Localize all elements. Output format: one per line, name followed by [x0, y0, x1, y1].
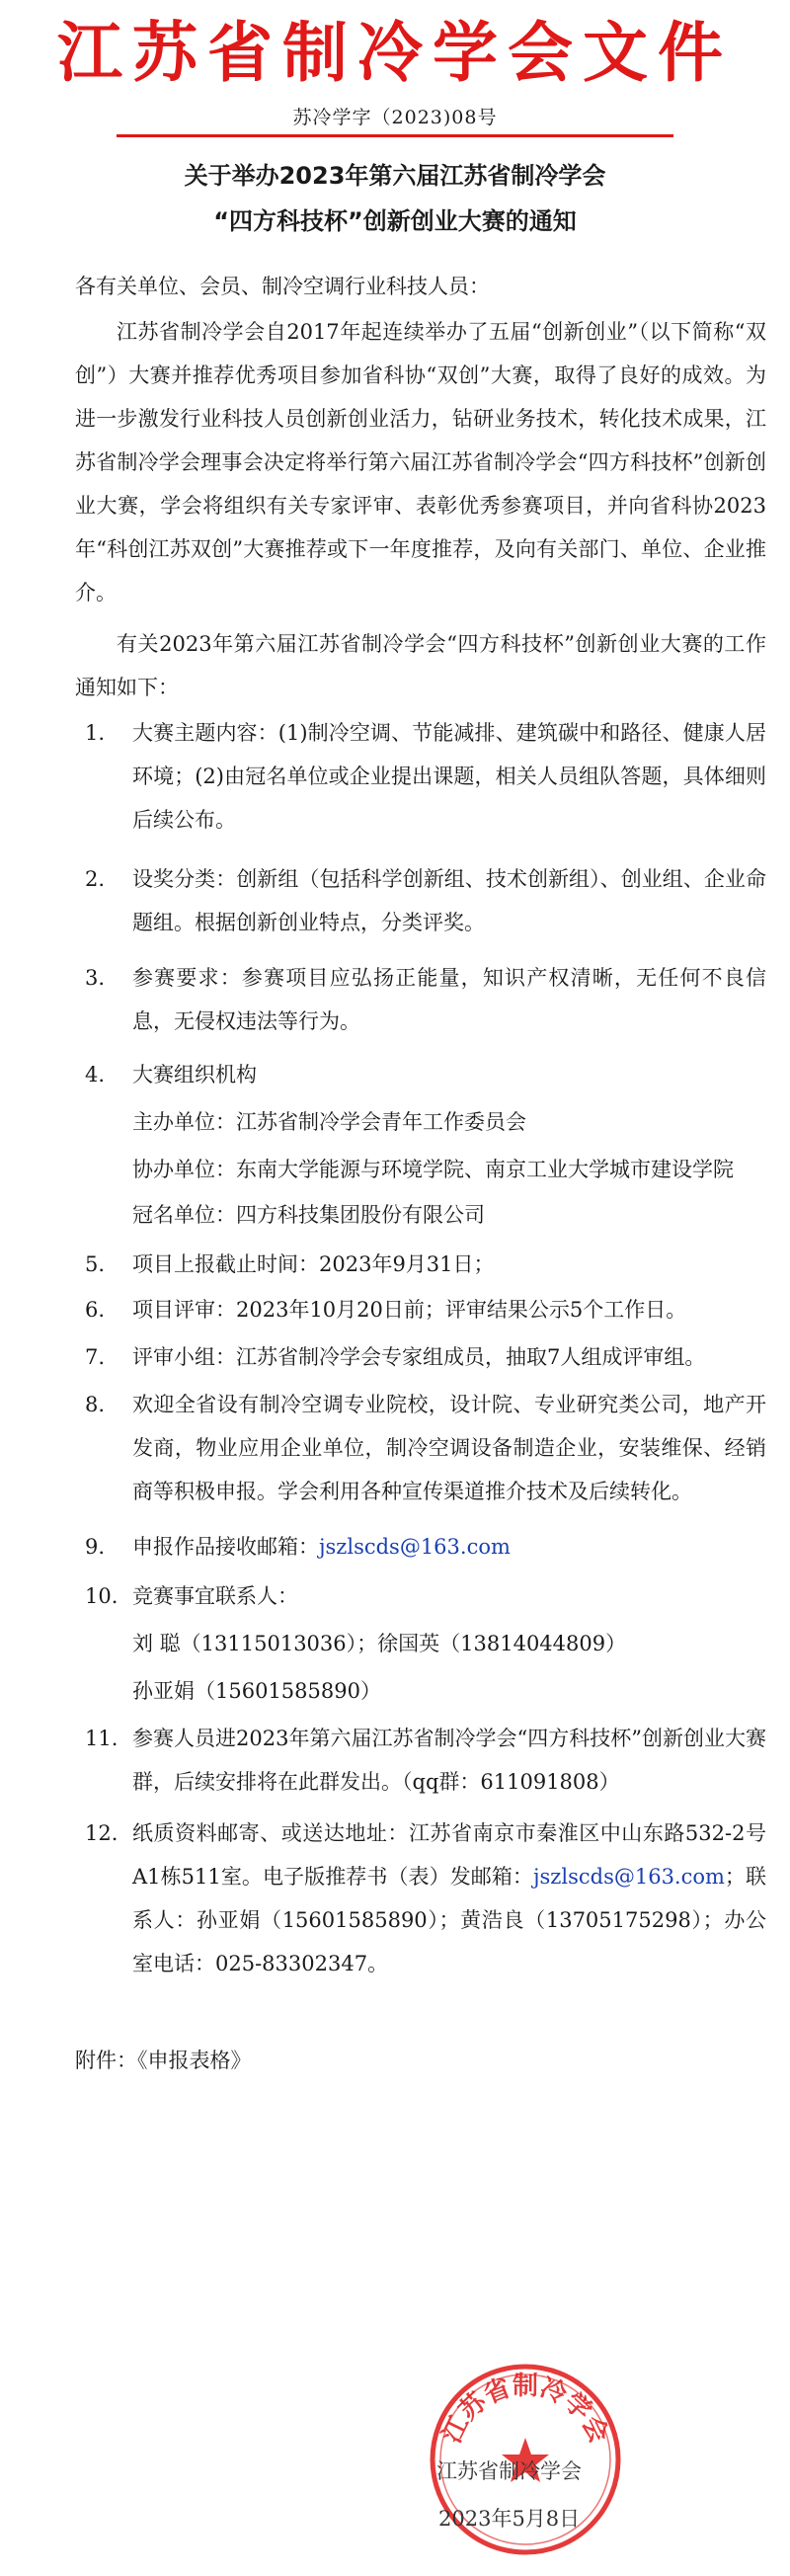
red-divider — [117, 134, 673, 137]
item-text: 欢迎全省设有制冷空调专业院校，设计院、专业研究类公司，地产开发商，物业应用企业单位，制冷空调设备制造企业，安装维保、经销商等积极申报。学会利用各种宣传渠道推介技术及后续转化。 — [132, 1393, 766, 1503]
item-number: 11. — [85, 1727, 118, 1750]
list-item — [85, 1053, 766, 1096]
list-item — [85, 1288, 766, 1331]
intro-paragraph: 江苏省制冷学会自2017年起连续举办了五届“创新创业”（以下简称“双创”）大赛并推荐优秀项目参加省科协“双创”大赛，取得了良好的成效。为进一步激发行业科技人员创新创业活力，钻研业务技术，转化技术成果，江苏省制冷学会理事会决定将举行第六届江苏省制冷学会“四方科技杯”创新创业大赛，学会将组织有关专家评审、表彰优秀参赛项目，并向省科协2023年“科创江苏双创”大赛推荐或下一年度推荐，及向有关部门、单位、企业推介。 — [75, 320, 766, 604]
item-number: 1. — [85, 721, 106, 745]
item-number: 4. — [85, 1063, 106, 1087]
list-item — [85, 857, 766, 944]
notice-title-line1: 关于举办2023年第六届江苏省制冷学会 — [184, 162, 606, 190]
list-item — [85, 1525, 766, 1569]
list-item — [85, 956, 766, 1043]
item-number: 5. — [85, 1252, 106, 1276]
item-text: 评审小组：江苏省制冷学会专家组成员，抽取7人组成评审组。 — [132, 1345, 706, 1369]
item-number: 7. — [85, 1345, 106, 1369]
item-text: 纸质资料邮寄、或送达地址：江苏省南京市秦淮区中山东路532-2号A1栋511室。电子版推荐书（表）发邮箱： — [132, 1821, 766, 1889]
item-text: 参赛人员进2023年第六届江苏省制冷学会“四方科技杯”创新创业大赛群，后续安排将在此群发出。（qq群：611091808） — [132, 1727, 766, 1794]
host-organization: 主办单位：江苏省制冷学会青年工作委员会 — [132, 1110, 526, 1134]
list-item — [85, 1243, 766, 1286]
signature-date: 2023年5月8日 — [438, 2507, 581, 2531]
item-number: 3. — [85, 966, 106, 990]
item-text: 设奖分类：创新组（包括科学创新组、技术创新组）、创业组、企业命题组。根据创新创业特点，分类评奖。 — [132, 867, 766, 934]
item-text: 大赛主题内容：(1)制冷空调、节能减排、建筑碳中和路径、健康人居环境；(2)由冠名单位或企业提出课题，相关人员组队答题，具体细则后续公布。 — [132, 721, 766, 832]
electronic-email-link[interactable]: jszlscds@163.com — [533, 1865, 725, 1889]
item-number: 8. — [85, 1393, 106, 1416]
item-text: 申报作品接收邮箱： — [132, 1535, 319, 1559]
item-text-contacts: ；联系人：孙亚娟（15601585890）；黄浩良（13705175298）；办公室电话：025-83302347。 — [132, 1865, 766, 1975]
submission-email-link[interactable]: jszlscds@163.com — [319, 1535, 511, 1559]
list-item — [85, 1717, 766, 1804]
list-item — [85, 1574, 766, 1618]
notice-title-line2: “四方科技杯”创新创业大赛的通知 — [213, 207, 577, 235]
seal-lettering: 江苏省制冷学会 — [436, 2372, 614, 2449]
org-header-title: 江苏省制冷学会文件 — [57, 15, 733, 91]
salutation: 各有关单位、会员、制冷空调行业科技人员： — [75, 275, 490, 298]
contact-line-2: 孙亚娟（15601585890） — [132, 1679, 381, 1703]
contact-line-1: 刘 聪（13115013036）；徐国英（13814044809） — [132, 1632, 627, 1655]
item-number: 2. — [85, 867, 106, 891]
item-text: 参赛要求：参赛项目应弘扬正能量，知识产权清晰，无任何不良信息，无侵权违法等行为。 — [132, 966, 766, 1033]
item-text: 项目上报截止时间：2023年9月31日； — [132, 1252, 495, 1276]
item-number: 6. — [85, 1298, 106, 1322]
signature-org: 江苏省制冷学会 — [436, 2459, 582, 2483]
list-item — [85, 711, 766, 842]
list-item — [85, 1335, 766, 1379]
item-text: 大赛组织机构 — [132, 1063, 257, 1087]
item-text: 竞赛事宜联系人： — [132, 1584, 298, 1608]
item-number: 12. — [85, 1821, 118, 1845]
list-item — [85, 1811, 766, 1985]
notice-lead-paragraph: 有关2023年第六届江苏省制冷学会“四方科技杯”创新创业大赛的工作通知如下： — [75, 632, 766, 699]
attachment-note: 附件：《申报表格》 — [75, 2049, 252, 2072]
svg-text:江苏省制冷学会 — [437, 2372, 614, 2448]
item-number: 9. — [85, 1535, 106, 1559]
item-number: 10. — [85, 1584, 118, 1608]
title-sponsor: 冠名单位：四方科技集团股份有限公司 — [132, 1203, 485, 1227]
list-item — [85, 1383, 766, 1513]
item-text: 项目评审：2023年10月20日前；评审结果公示5个工作日。 — [132, 1298, 687, 1322]
document-number: 苏冷学字（2023)08号 — [292, 107, 498, 128]
co-organizer: 协办单位：东南大学能源与环境学院、南京工业大学城市建设学院 — [132, 1158, 734, 1181]
